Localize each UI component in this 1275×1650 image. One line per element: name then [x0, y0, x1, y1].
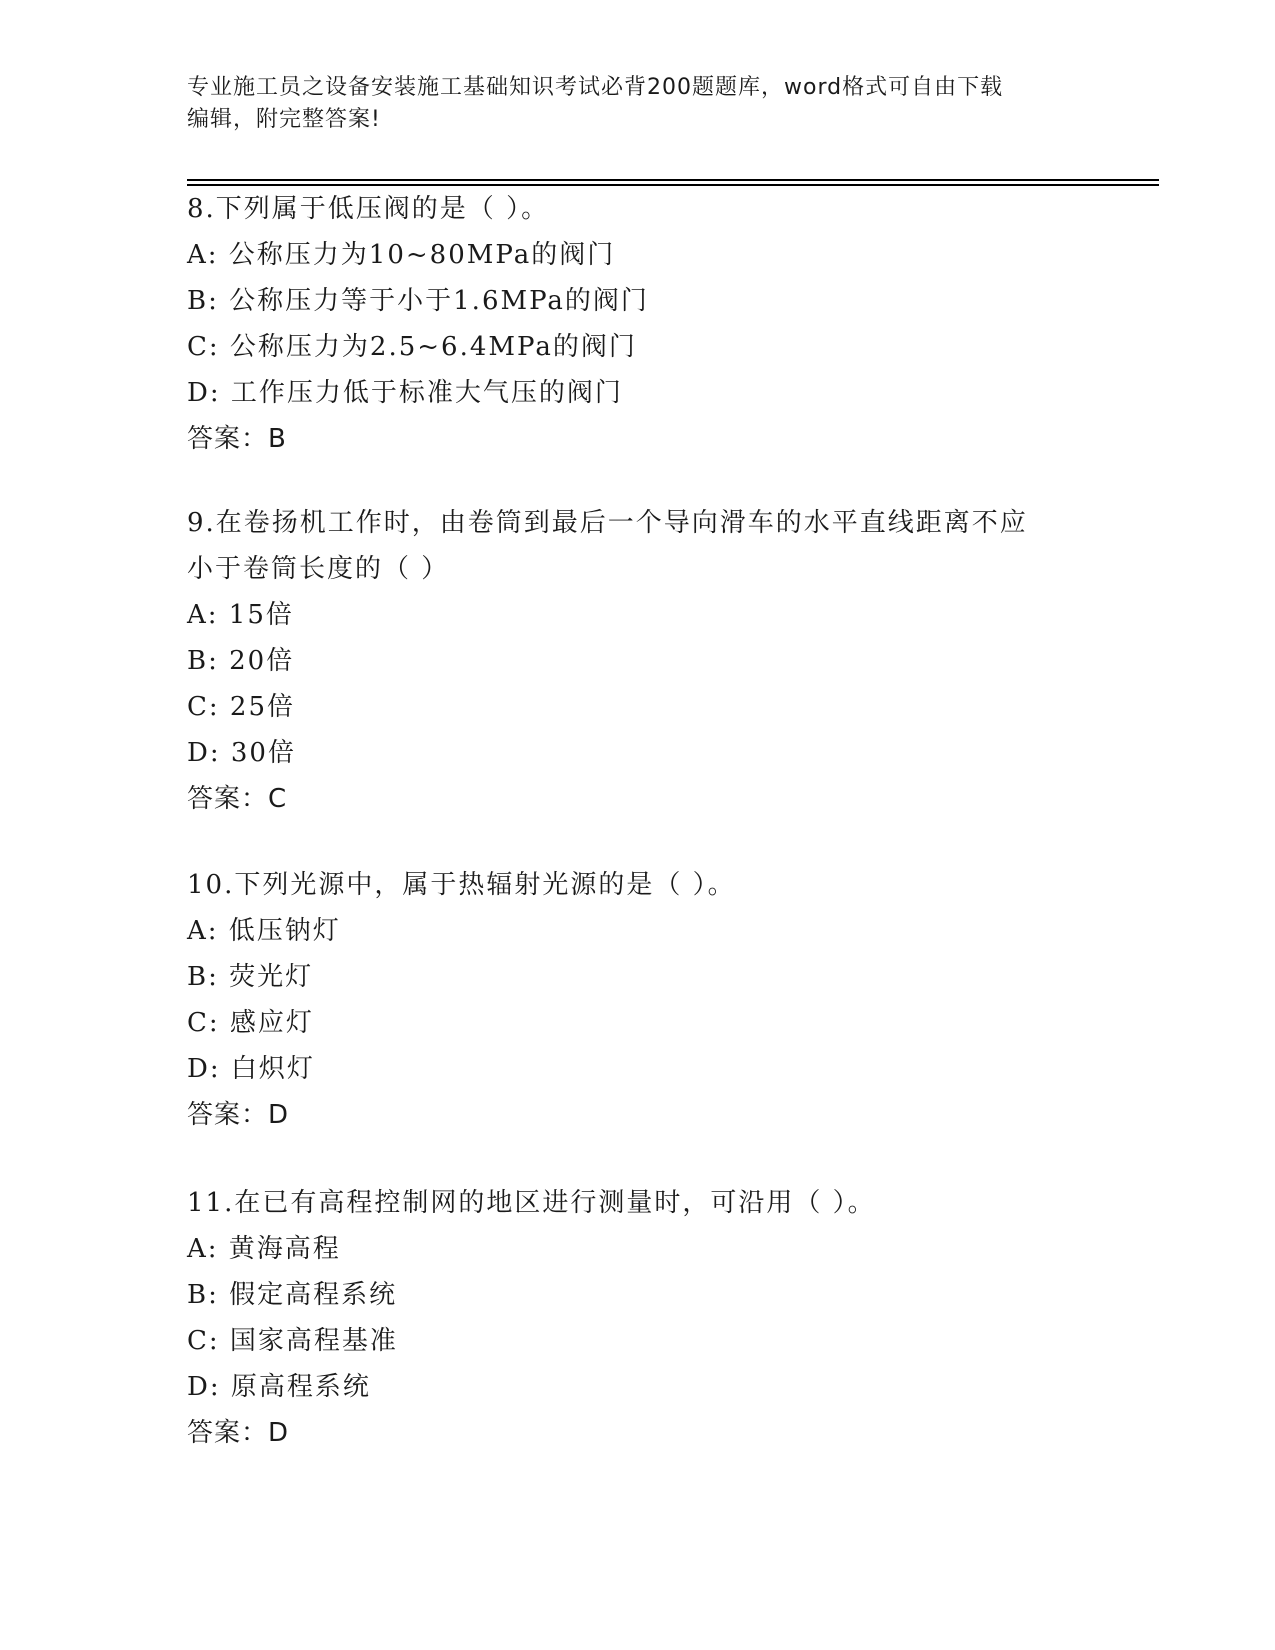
option-b: B: 公称压力等于小于1.6MPa的阀门 — [187, 286, 649, 316]
option-c: C: 国家高程基准 — [187, 1326, 398, 1356]
header-title-line-2: 编辑，附完整答案! — [187, 107, 381, 132]
option-d: D: 30倍 — [187, 738, 296, 768]
option-a: A: 黄海高程 — [187, 1234, 341, 1264]
option-b: B: 20倍 — [187, 646, 295, 676]
question-11 — [187, 1180, 1087, 1456]
option-d: D: 工作压力低于标准大气压的阀门 — [187, 378, 623, 408]
document-header — [187, 72, 1067, 136]
option-b: B: 假定高程系统 — [187, 1280, 398, 1310]
option-c: C: 公称压力为2.5~6.4MPa的阀门 — [187, 332, 637, 362]
option-a: A: 15倍 — [187, 600, 294, 630]
option-c: C: 25倍 — [187, 692, 296, 722]
answer-line: 答案：C — [187, 784, 288, 814]
question-stem: 11.在已有高程控制网的地区进行测量时，可沿用（ ）。 — [187, 1188, 876, 1218]
answer-line: 答案：D — [187, 1100, 290, 1130]
question-stem-line-1: 9.在卷扬机工作时，由卷筒到最后一个导向滑车的水平直线距离不应 — [187, 508, 1028, 538]
answer-line: 答案：B — [187, 424, 287, 454]
answer-line: 答案：D — [187, 1418, 290, 1448]
header-title-line-1: 专业施工员之设备安装施工基础知识考试必背200题题库，word格式可自由下载 — [187, 75, 1004, 100]
question-stem: 8.下列属于低压阀的是（ ）。 — [187, 194, 550, 224]
option-d: D: 白炽灯 — [187, 1054, 315, 1084]
option-d: D: 原高程系统 — [187, 1372, 371, 1402]
option-a: A: 低压钠灯 — [187, 916, 341, 946]
question-9 — [187, 500, 1087, 822]
question-8 — [187, 186, 1087, 462]
header-divider-top — [187, 179, 1159, 181]
option-b: B: 荧光灯 — [187, 962, 314, 992]
question-10 — [187, 862, 1087, 1138]
option-c: C: 感应灯 — [187, 1008, 314, 1038]
question-stem-line-2: 小于卷筒长度的（ ） — [187, 554, 450, 584]
question-stem: 10.下列光源中，属于热辐射光源的是（ ）。 — [187, 870, 736, 900]
option-a: A: 公称压力为10~80MPa的阀门 — [187, 240, 616, 270]
